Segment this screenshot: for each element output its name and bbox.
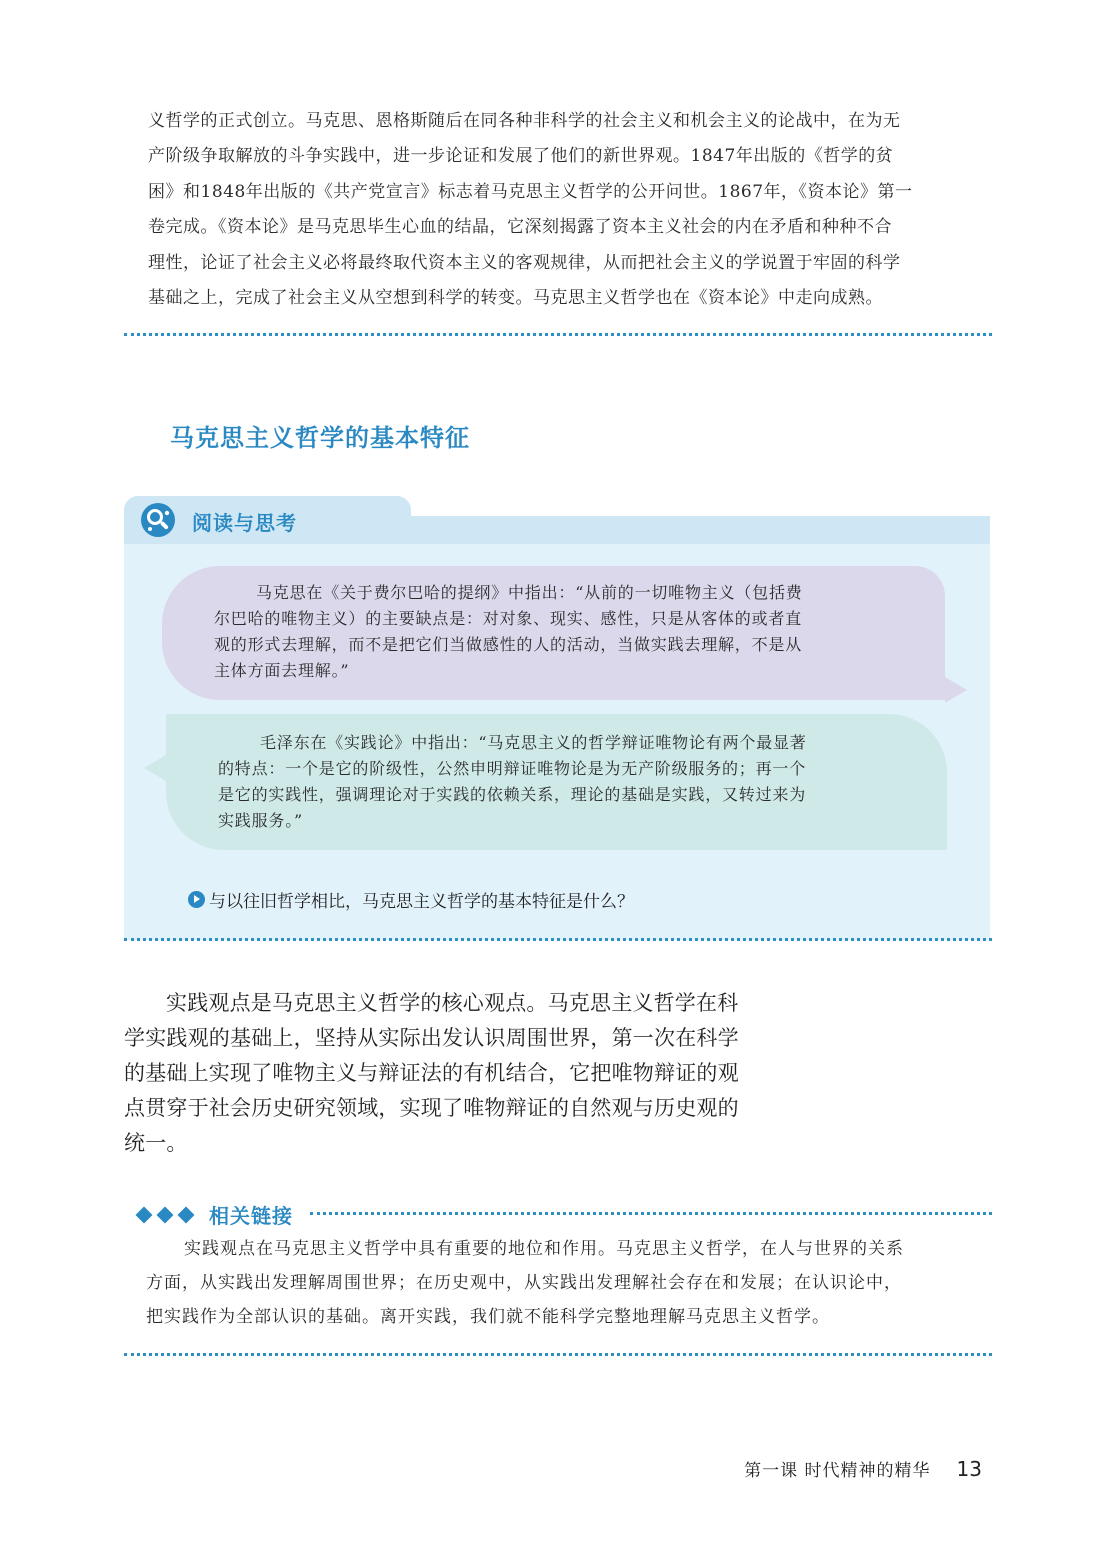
reading-tab-label: 阅读与思考 xyxy=(192,511,297,535)
chapter-title: 第一课 时代精神的精华 xyxy=(744,1461,931,1481)
diamond-icon xyxy=(157,1206,174,1223)
divider xyxy=(124,938,992,941)
text-line: 困》和1848年出版的《共产党宣言》标志着马克思主义哲学的公开问世。1867年，《资本论》第一 xyxy=(148,181,913,202)
reading-question xyxy=(188,887,634,912)
text-line: 实践观点在马克思主义哲学中具有重要的地位和作用。马克思主义哲学，在人与世界的关系 xyxy=(184,1239,904,1259)
magnifier-icon xyxy=(140,502,176,538)
diamond-icon xyxy=(178,1206,195,1223)
related-link-header xyxy=(138,1200,293,1229)
text-line: 理性，论证了社会主义必将最终取代资本主义的客观规律，从而把社会主义的学说置于牢固的科学 xyxy=(148,252,901,273)
related-link-title: 相关链接 xyxy=(209,1204,293,1228)
text-line: 实践观点是马克思主义哲学的核心观点。马克思主义哲学在科 xyxy=(166,991,739,1015)
text-line: 义哲学的正式创立。马克思、恩格斯随后在同各种非科学的社会主义和机会主义的论战中，在为无 xyxy=(148,111,901,131)
quote-bubble-mao xyxy=(166,714,947,850)
reading-tab xyxy=(124,496,411,544)
main-paragraph xyxy=(124,986,774,1161)
text-line: 基础之上，完成了社会主义从空想到科学的转变。马克思主义哲学也在《资本论》中走向成熟。 xyxy=(148,288,883,309)
quote-line: 实践服务。” xyxy=(218,811,303,830)
text-line: 统一。 xyxy=(124,1131,188,1155)
quote-line: 观的形式去理解，而不是把它们当做感性的人的活动，当做实践去理解，不是从 xyxy=(214,635,803,654)
page-number: 13 xyxy=(956,1457,982,1481)
text-line: 卷完成。《资本论》是马克思毕生心血的结晶，它深刻揭露了资本主义社会的内在矛盾和种种不合 xyxy=(148,217,892,238)
quote-line: 马克思在《关于费尔巴哈的提纲》中指出：“从前的一切唯物主义（包括费 xyxy=(256,583,803,602)
play-arrow-icon xyxy=(188,891,205,908)
quote-bubble-marx xyxy=(162,566,945,700)
quote-line: 是它的实践性，强调理论对于实践的依赖关系，理论的基础是实践，又转过来为 xyxy=(218,785,807,804)
quote-line: 主体方面去理解。” xyxy=(214,661,350,680)
quote-line: 毛泽东在《实践论》中指出：“马克思主义的哲学辩证唯物论有两个最显著 xyxy=(260,733,807,752)
text-line: 的基础上实现了唯物主义与辩证法的有机结合，它把唯物辩证的观 xyxy=(124,1061,739,1085)
divider xyxy=(124,333,992,336)
quote-line: 的特点：一个是它的阶级性，公然申明辩证唯物论是为无产阶级服务的；再一个 xyxy=(218,759,807,778)
section-title: 马克思主义哲学的基本特征 xyxy=(170,424,470,452)
divider xyxy=(124,1353,992,1356)
page-footer xyxy=(744,1456,982,1481)
quote-line: 尔巴哈的唯物主义）的主要缺点是：对对象、现实、感性，只是从客体的或者直 xyxy=(214,609,803,628)
text-line: 产阶级争取解放的斗争实践中，进一步论证和发展了他们的新世界观。1847年出版的《哲学的贫 xyxy=(148,146,894,167)
text-line: 把实践作为全部认识的基础。离开实践，我们就不能科学完整地理解马克思主义哲学。 xyxy=(146,1307,830,1327)
reading-box xyxy=(124,516,990,940)
text-line: 点贯穿于社会历史研究领域，实现了唯物辩证的自然观与历史观的 xyxy=(124,1096,739,1120)
text-line: 学实践观的基础上，坚持从实际出发认识周围世界，第一次在科学 xyxy=(124,1026,739,1050)
question-text: 与以往旧哲学相比，马克思主义哲学的基本特征是什么？ xyxy=(209,892,634,912)
related-link-body xyxy=(146,1232,976,1334)
text-line: 方面，从实践出发理解周围世界；在历史观中，从实践出发理解社会存在和发展；在认识论中， xyxy=(146,1273,902,1293)
divider xyxy=(310,1212,992,1215)
intro-paragraph xyxy=(148,104,978,316)
diamond-icon xyxy=(136,1206,153,1223)
